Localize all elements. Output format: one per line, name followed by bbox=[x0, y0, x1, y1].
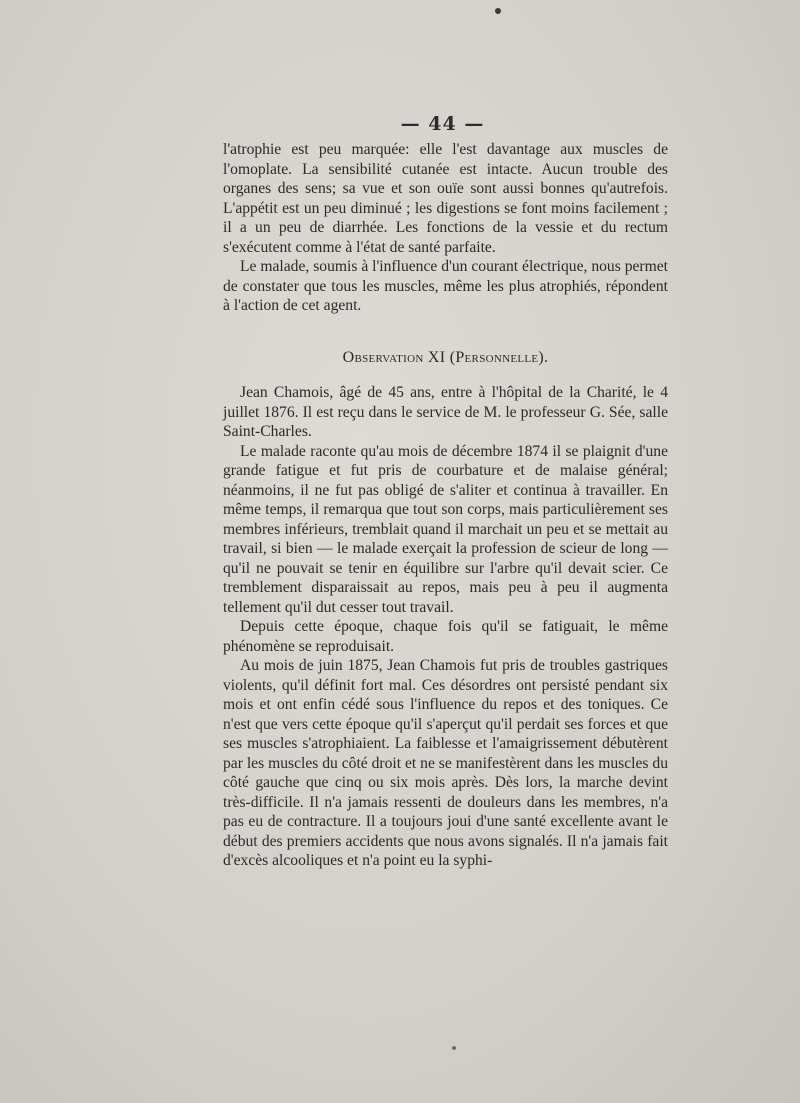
paragraph: l'atrophie est peu marquée: elle l'est davantage aux muscles de l'omoplate. La sensibilité cutanée est intacte. Aucun trouble des organes des sens; sa vue et son ouïe sont aussi bonnes qu'autrefois. L'appétit est un peu diminué ; les digestions se font moins facilement ; il a un peu de diarrhée. Les fonctions de la vessie et du rectum s'exécutent comme à l'état de santé parfaite. bbox=[223, 141, 668, 256]
paragraph: Au mois de juin 1875, Jean Chamois fut pris de troubles gastriques violents, qu'il définit fort mal. Ces désordres ont persisté pendant six mois et ont enfin cédé sous l'influence du repos et des toniques. Ce n'est que vers cette époque qu'il s'aperçut qu'il perdait ses forces et que ses muscles s'atrophiaient. La faiblesse et l'amaigrissement débutèrent par les muscles du côté droit et ne se manifestèrent dans les muscles du côté gauche que cinq ou six mois après. Dès lors, la marche devint très-difficile. Il n'a jamais ressenti de douleurs dans les membres, n'a pas eu de contracture. Il a toujours joui d'une santé excellente avant le début des premiers accidents que nous avons signalés. Il n'a jamais fait d'excès alcooliques et n'a point eu la syphi- bbox=[223, 657, 668, 869]
body-text bbox=[223, 140, 668, 871]
page-number: — 44 — bbox=[400, 113, 485, 135]
ink-spot bbox=[452, 1046, 456, 1050]
paragraph: Jean Chamois, âgé de 45 ans, entre à l'hôpital de la Charité, le 4 juillet 1876. Il est reçu dans le service de M. le professeur G. Sée, salle Saint-Charles. bbox=[223, 384, 668, 440]
section-heading: Observation XI (Personnelle). bbox=[342, 348, 549, 366]
paragraph: Le malade raconte qu'au mois de décembre 1874 il se plaignit d'une grande fatigue et fut pris de courbature et de malaise général; néanmoins, il ne fut pas obligé de s'aliter et continua à travailler. En même temps, il remarqua que tout son corps, mais particulièrement ses membres inférieurs, tremblait quand il marchait un peu et se mettait au travail, si bien — le malade exerçait la profession de scieur de long — qu'il ne pouvait se tenir en équilibre sur l'arbre qu'il devait scier. Ce tremblement disparaissait au repos, mais peu à peu il augmenta tellement qu'il dut cesser tout travail. bbox=[223, 442, 668, 616]
ink-spot bbox=[495, 8, 501, 14]
paragraph: Le malade, soumis à l'influence d'un courant électrique, nous permet de constater que tous les muscles, même les plus atrophiés, répondent à l'action de cet agent. bbox=[223, 258, 668, 314]
paragraph: Depuis cette époque, chaque fois qu'il se fatiguait, le même phénomène se reproduisait. bbox=[223, 618, 668, 655]
